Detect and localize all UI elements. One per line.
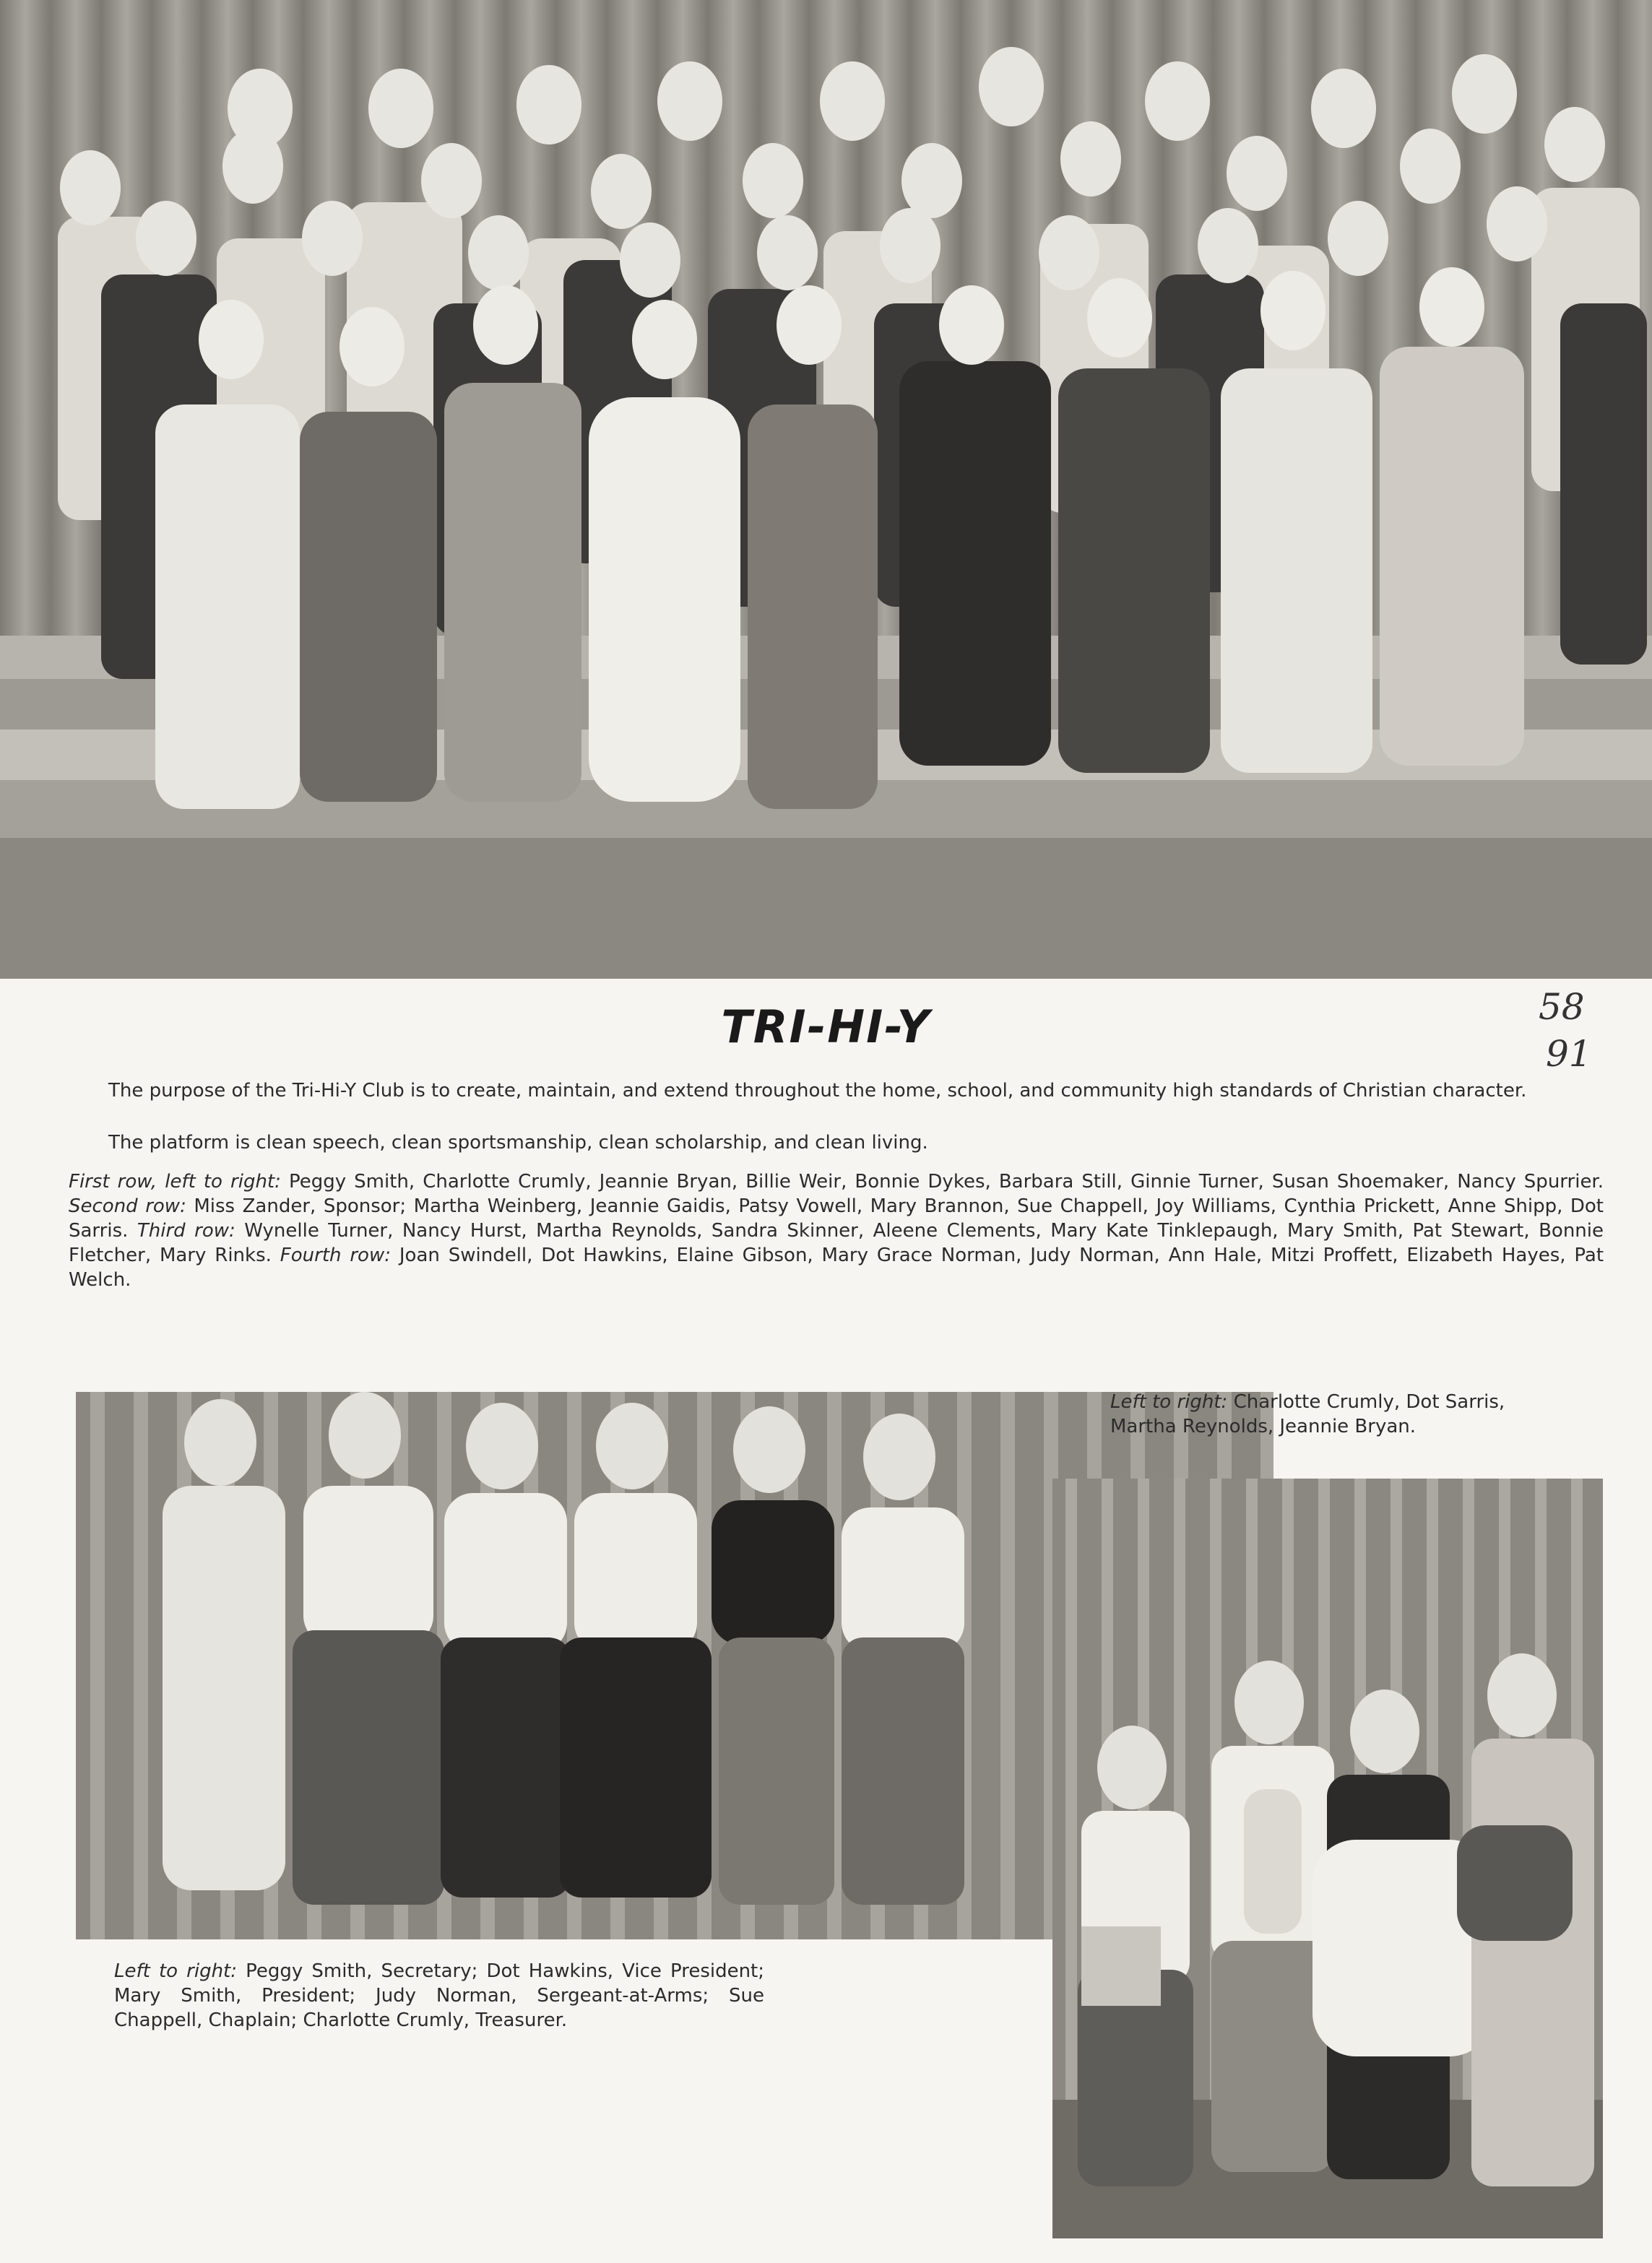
first-row-names: Peggy Smith, Charlotte Crumly, Jeannie Bryan, Billie Weir, Bonnie Dykes, Barbara Still, Ginnie Turner, Susan Shoemaker, Nancy Spurrier. [288,1171,1604,1193]
fourth-row-names: Joan Swindell, Dot Hawkins, Elaine Gibson, Mary Grace Norman, Judy Norman, Ann Hale, Mitzi Proffett, Elizabeth Hayes, Pat Welch. [69,1245,1604,1291]
purpose-paragraph: The purpose of the Tri-Hi-Y Club is to create, maintain, and extend throughout the home, school, and community high standards of Christian character. [108,1080,1527,1102]
page-title: TRI-HI-Y [721,1000,931,1053]
first-row-label: First row, left to right: [69,1171,281,1193]
third-row-label: Third row: [137,1220,235,1242]
project-caption-line1: Charlotte Crumly, Dot Sarris, [1233,1391,1505,1413]
group-photo [0,0,1652,979]
project-caption-line2: Martha Reynolds, Jeannie Bryan. [1110,1416,1417,1437]
handwritten-number-top: 58 [1539,986,1585,1028]
second-row-names: Miss Zander, Sponsor; Martha Weinberg, Jeannie Gaidis, Patsy Vowell, Mary Brannon, Sue Chappell, Joy Williams, Cynthia Prickett, Anne Shipp, Dot Sarris. [69,1195,1604,1242]
project-caption [1110,1390,1573,1439]
project-photo-image [1052,1479,1603,2238]
officers-caption-names: Peggy Smith, Secretary; Dot Hawkins, Vice President; Mary Smith, President; Judy Norman, Sergeant-at-Arms; Sue Chappell, Chaplain; Charlotte Crumly, Treasurer. [114,1960,765,2031]
officers-caption-label: Left to right: [114,1960,238,1982]
handwritten-number-bottom: 91 [1546,1033,1592,1075]
group-photo-caption [69,1169,1604,1292]
second-row-label: Second row: [69,1195,186,1217]
officers-caption [114,1959,764,2033]
platform-paragraph: The platform is clean speech, clean sportsmanship, clean scholarship, and clean living. [108,1132,928,1154]
group-photo-image [0,0,1652,979]
fourth-row-label: Fourth row: [280,1245,391,1266]
project-caption-label: Left to right: [1110,1391,1228,1413]
project-caption-first-line [1110,1390,1573,1414]
third-row-names: Wynelle Turner, Nancy Hurst, Martha Reynolds, Sandra Skinner, Aleene Clements, Mary Kate Tinklepaugh, Mary Smith, Pat Stewart, Bonnie Fletcher, Mary Rinks. [69,1220,1604,1266]
project-photo [1052,1479,1603,2238]
